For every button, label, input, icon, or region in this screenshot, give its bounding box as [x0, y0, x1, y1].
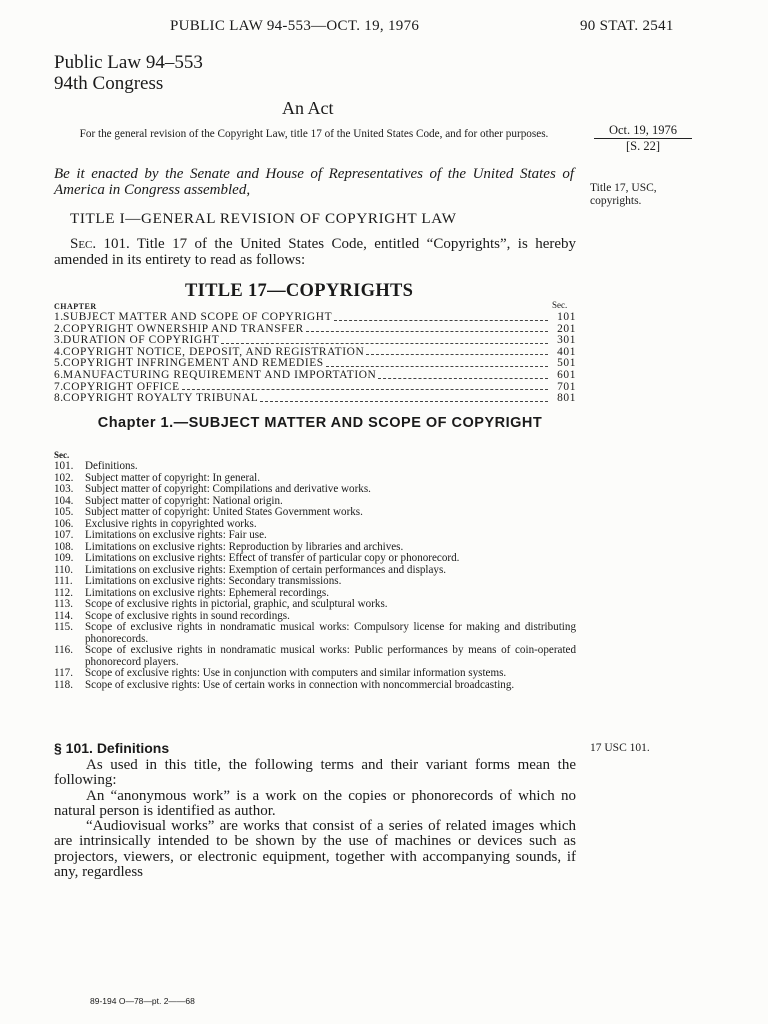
section-title: Limitations on exclusive rights: Exemption of certain performances and displays. — [85, 563, 447, 576]
chapter-number: 8. — [54, 392, 64, 405]
leader-dots — [378, 370, 548, 379]
chapter-table-row — [54, 393, 576, 405]
chapter-section-number: 301 — [557, 334, 576, 347]
chapter-section-number: 201 — [557, 322, 576, 335]
chapter-number: 3. — [54, 334, 64, 347]
sec-intro-text: 101. Title 17 of the United States Code, entitled “Copyrights”, is hereby amended in its entirety to read as follows: — [54, 236, 576, 268]
chapter-1-sec-label: Sec. — [54, 450, 70, 460]
chapter-title: COPYRIGHT OFFICE — [63, 380, 180, 393]
chapter-title: COPYRIGHT NOTICE, DEPOSIT, AND REGISTRATION — [63, 345, 365, 358]
body-paragraph: An “anonymous work” is a work on the copies or phonorecords of which no natural person is identified as author. — [54, 787, 576, 819]
preamble: For the general revision of the Copyright Law, title 17 of the United States Code, and for other purposes. — [79, 128, 549, 140]
chapter-title: COPYRIGHT OWNERSHIP AND TRANSFER — [63, 322, 304, 335]
section-title: Scope of exclusive rights: Use in conjunction with computers and similar information systems. — [85, 667, 507, 679]
chapter-title: SUBJECT MATTER AND SCOPE OF COPYRIGHT — [63, 311, 333, 323]
body-paragraph: “Audiovisual works” are works that consist of a series of related images which are intrinsically intended to be shown by the use of machines or devices such as projectors, viewers, or electronic equipment, together with accompanying sounds, if any, regardless — [54, 818, 576, 881]
section-list-item — [54, 461, 576, 473]
chapter-table — [54, 312, 576, 405]
section-number: 104. — [54, 494, 74, 507]
law-number: Public Law 94–553 — [54, 52, 203, 73]
section-number: 116. — [54, 644, 74, 656]
section-101-heading: § 101. Definitions — [54, 740, 170, 756]
margin-date: Oct. 19, 1976 — [594, 123, 692, 139]
section-number: 117. — [54, 667, 74, 679]
section-number: 114. — [54, 609, 74, 622]
section-list-item — [54, 484, 576, 496]
running-header-title: PUBLIC LAW 94-553—OCT. 19, 1976 — [170, 18, 420, 34]
section-title: Limitations on exclusive rights: Effect of transfer of particular copy or phonorecord. — [85, 552, 460, 564]
section-title: Scope of exclusive rights in pictorial, graphic, and sculptural works. — [85, 598, 388, 610]
congress-number: 94th Congress — [54, 73, 164, 94]
chapter-number: 4. — [54, 345, 64, 358]
section-number: 115. — [54, 621, 74, 633]
margin-date-note — [594, 123, 692, 154]
section-list-item — [54, 622, 576, 645]
section-number: 113. — [54, 598, 74, 610]
section-number: 101. — [54, 460, 74, 472]
chapter-section-number: 101 — [557, 311, 576, 323]
chapter-title: DURATION OF COPYRIGHT — [63, 334, 220, 347]
leader-dots — [182, 382, 548, 391]
section-title: Subject matter of copyright: United States Government works. — [85, 506, 363, 518]
margin-usc-note: 17 USC 101. — [590, 742, 650, 754]
section-list-item — [54, 668, 576, 680]
chapter-number: 7. — [54, 380, 64, 393]
enacting-clause: Be it enacted by the Senate and House of Representatives of the United States of America in Congress assembled, — [54, 166, 574, 198]
running-header-stat: 90 STAT. 2541 — [580, 18, 674, 34]
section-list-item — [54, 599, 576, 611]
section-number: 105. — [54, 506, 74, 518]
section-number: 109. — [54, 552, 74, 564]
section-list-item — [54, 576, 576, 588]
section-list-item — [54, 530, 576, 542]
chapter-title: COPYRIGHT ROYALTY TRIBUNAL — [63, 392, 259, 405]
section-number: 112. — [54, 586, 74, 599]
chapter-table-row — [54, 312, 576, 324]
chapter-section-number: 501 — [557, 357, 576, 370]
section-number: 107. — [54, 529, 74, 541]
section-title: Limitations on exclusive rights: Secondary transmissions. — [85, 575, 342, 587]
leader-dots — [334, 312, 548, 321]
section-title: Subject matter of copyright: In general. — [85, 471, 260, 484]
section-list-item — [54, 507, 576, 519]
body-paragraph: As used in this title, the following terms and their variant forms mean the following: — [54, 757, 576, 789]
footer-print-code: 89-194 O—78—pt. 2——68 — [90, 996, 195, 1006]
section-title: Exclusive rights in copyrighted works. — [85, 517, 257, 530]
section-title: Limitations on exclusive rights: Ephemeral recordings. — [85, 586, 330, 599]
section-title: Limitations on exclusive rights: Reproduction by libraries and archives. — [85, 540, 404, 553]
title-1-heading: TITLE I—GENERAL REVISION OF COPYRIGHT LAW — [70, 210, 457, 227]
chapter-section-number: 601 — [557, 368, 576, 381]
section-title: Subject matter of copyright: Compilations and derivative works. — [85, 483, 371, 495]
chapter-column-label: CHAPTER — [54, 302, 97, 311]
leader-dots — [326, 358, 548, 367]
section-title: Scope of exclusive rights in sound recordings. — [85, 609, 290, 622]
section-number: 118. — [54, 678, 74, 691]
act-title: An Act — [282, 98, 334, 118]
section-title: Scope of exclusive rights in nondramatic musical works: Public performances by means of coin-operated phonorecord players. — [85, 644, 576, 668]
chapter-number: 6. — [54, 368, 64, 381]
section-list-item — [54, 553, 576, 565]
chapter-title: MANUFACTURING REQUIREMENT AND IMPORTATION — [63, 368, 377, 381]
leader-dots — [260, 393, 548, 402]
chapter-section-number: 401 — [557, 345, 576, 358]
section-101-intro — [54, 236, 576, 268]
chapter-section-number: 701 — [557, 380, 576, 393]
leader-dots — [221, 335, 548, 344]
margin-bill-number: [S. 22] — [625, 139, 661, 153]
section-title: Definitions. — [85, 460, 138, 472]
definitions-body — [54, 758, 576, 880]
section-title: Limitations on exclusive rights: Fair use. — [85, 529, 267, 541]
section-number: 110. — [54, 563, 74, 576]
chapter-title: COPYRIGHT INFRINGEMENT AND REMEDIES — [63, 357, 324, 370]
section-list — [54, 461, 576, 691]
leader-dots — [306, 324, 548, 333]
chapter-number: 5. — [54, 357, 64, 370]
title-17-heading: TITLE 17—COPYRIGHTS — [185, 281, 414, 301]
leader-dots — [366, 347, 548, 356]
chapter-table-row — [54, 370, 576, 382]
section-title: Scope of exclusive rights in nondramatic musical works: Compulsory license for making and distributing phonorecords. — [85, 621, 576, 645]
sec-prefix: Sec. — [70, 236, 97, 252]
section-list-item — [54, 645, 576, 668]
margin-title17-note: Title 17, USC, copyrights. — [590, 182, 657, 207]
chapter-number: 2. — [54, 322, 64, 335]
section-number: 102. — [54, 471, 74, 484]
section-title: Scope of exclusive rights: Use of certain works in connection with noncommercial broadcasting. — [85, 678, 515, 691]
chapter-number: 1. — [54, 311, 64, 323]
section-title: Subject matter of copyright: National origin. — [85, 494, 283, 507]
section-number: 111. — [54, 575, 73, 587]
section-number: 103. — [54, 483, 74, 495]
section-number: 108. — [54, 540, 74, 553]
section-list-item — [54, 680, 576, 692]
chapter-1-heading: Chapter 1.—SUBJECT MATTER AND SCOPE OF COPYRIGHT — [97, 415, 543, 431]
section-number: 106. — [54, 517, 74, 530]
sec-column-label: Sec. — [552, 300, 568, 310]
chapter-section-number: 801 — [557, 392, 576, 405]
law-title-block — [54, 52, 203, 94]
